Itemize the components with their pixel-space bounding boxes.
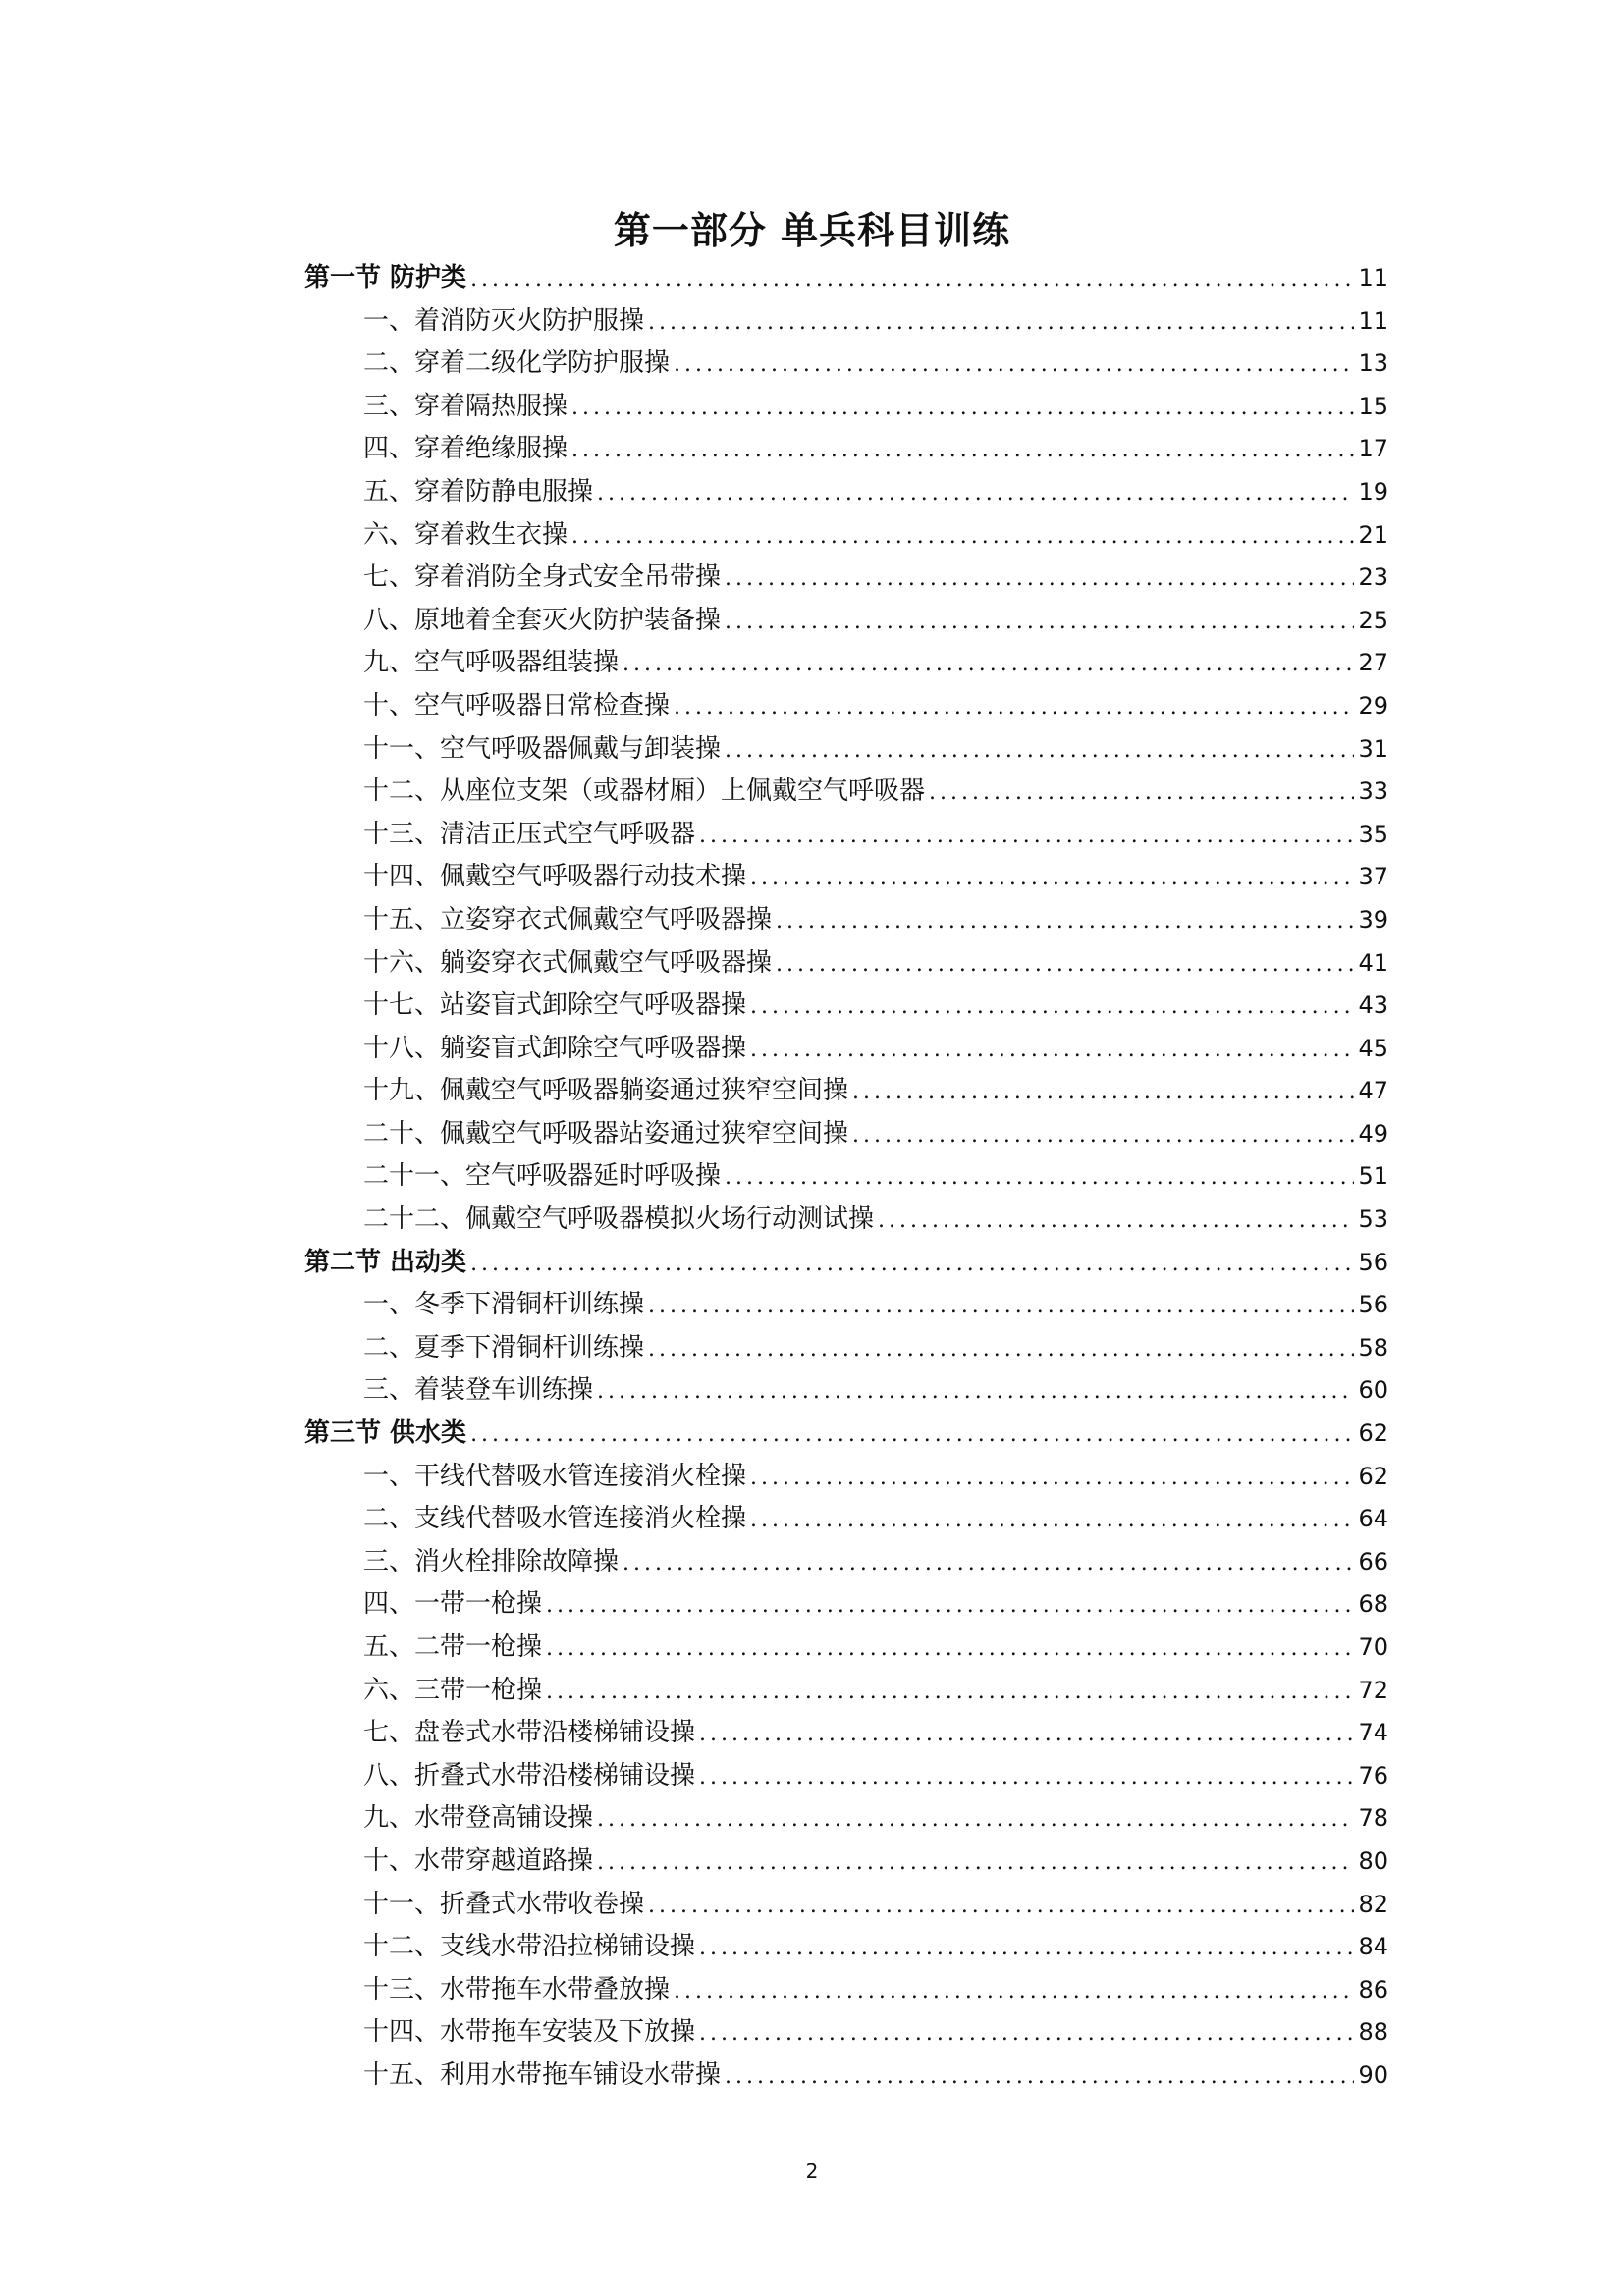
toc-entry-page-number: 62 [1358, 1419, 1388, 1448]
toc-item-entry[interactable] [304, 856, 1388, 899]
toc-section-entry[interactable] [304, 1242, 1388, 1285]
toc-entry-label: 十九、佩戴空气呼吸器躺姿通过狭窄空间操 [363, 1076, 849, 1106]
toc-item-entry[interactable] [304, 1369, 1388, 1413]
toc-dot-leader [571, 387, 1354, 430]
toc-entry-label: 十三、清洁正压式空气呼吸器 [363, 819, 696, 849]
toc-entry-label: 十六、躺姿穿衣式佩戴空气呼吸器操 [363, 947, 773, 978]
toc-dot-leader [597, 1798, 1354, 1842]
toc-item-entry[interactable] [304, 1155, 1388, 1199]
toc-entry-label: 八、折叠式水带沿楼梯铺设操 [363, 1760, 696, 1790]
toc-entry-page-number: 70 [1358, 1633, 1388, 1661]
toc-item-entry[interactable] [304, 1755, 1388, 1798]
toc-entry-label: 十、空气呼吸器日常检查操 [363, 690, 671, 721]
toc-item-entry[interactable] [304, 1712, 1388, 1755]
toc-entry-page-number: 37 [1358, 863, 1388, 891]
toc-item-entry[interactable] [304, 1456, 1388, 1499]
toc-entry-page-number: 60 [1358, 1376, 1388, 1405]
toc-dot-leader [699, 815, 1354, 858]
toc-dot-leader [725, 1156, 1354, 1200]
toc-item-entry[interactable] [304, 642, 1388, 685]
toc-entry-page-number: 41 [1358, 948, 1388, 977]
toc-entry-page-number: 78 [1358, 1804, 1388, 1833]
toc-entry-label: 九、水带登高铺设操 [363, 1803, 594, 1834]
toc-dot-leader [725, 601, 1354, 644]
toc-item-entry[interactable] [304, 1670, 1388, 1713]
toc-dot-leader [750, 1499, 1354, 1542]
toc-dot-leader [470, 1414, 1354, 1457]
toc-item-entry[interactable] [304, 1583, 1388, 1627]
toc-dot-leader [699, 1713, 1354, 1756]
toc-item-entry[interactable] [304, 1926, 1388, 1969]
toc-item-entry[interactable] [304, 600, 1388, 643]
toc-item-entry[interactable] [304, 685, 1388, 728]
toc-entry-page-number: 90 [1358, 2060, 1388, 2089]
toc-entry-label: 七、穿着消防全身式安全吊带操 [363, 562, 722, 593]
toc-entry-label: 第二节 出动类 [304, 1247, 467, 1277]
toc-entry-label: 十四、佩戴空气呼吸器行动技术操 [363, 862, 747, 892]
toc-entry-page-number: 86 [1358, 1975, 1388, 2003]
toc-entry-page-number: 29 [1358, 691, 1388, 720]
toc-dot-leader [878, 1200, 1354, 1243]
toc-entry-page-number: 11 [1358, 306, 1388, 335]
toc-entry-page-number: 21 [1358, 520, 1388, 549]
toc-dot-leader [750, 857, 1354, 900]
toc-entry-label: 四、穿着绝缘服操 [363, 434, 568, 464]
toc-dot-leader [750, 986, 1354, 1029]
toc-entry-label: 三、着装登车训练操 [363, 1375, 594, 1406]
toc-entry-label: 二十二、佩戴空气呼吸器模拟火场行动测试操 [363, 1204, 875, 1235]
toc-entry-page-number: 43 [1358, 991, 1388, 1020]
toc-section-entry[interactable] [304, 1413, 1388, 1456]
toc-item-entry[interactable] [304, 1841, 1388, 1884]
toc-dot-leader [725, 558, 1354, 601]
toc-entry-page-number: 80 [1358, 1846, 1388, 1875]
toc-dot-leader [674, 1970, 1354, 2013]
toc-section-entry[interactable] [304, 257, 1388, 300]
toc-entry-page-number: 27 [1358, 649, 1388, 677]
toc-item-entry[interactable] [304, 428, 1388, 471]
toc-dot-leader [929, 772, 1354, 815]
toc-item-entry[interactable] [304, 1327, 1388, 1370]
toc-entry-label: 六、穿着救生衣操 [363, 519, 568, 550]
toc-entry-page-number: 74 [1358, 1719, 1388, 1747]
toc-entry-label: 十一、空气呼吸器佩戴与卸装操 [363, 733, 722, 764]
toc-entry-label: 十七、站姿盲式卸除空气呼吸器操 [363, 990, 747, 1021]
toc-entry-label: 十五、立姿穿衣式佩戴空气呼吸器操 [363, 904, 773, 934]
toc-item-entry[interactable] [304, 300, 1388, 344]
toc-entry-page-number: 15 [1358, 392, 1388, 420]
toc-dot-leader [852, 1071, 1354, 1114]
toc-item-entry[interactable] [304, 1113, 1388, 1156]
toc-item-entry[interactable] [304, 771, 1388, 814]
toc-entry-page-number: 72 [1358, 1676, 1388, 1704]
toc-dot-leader [648, 1328, 1354, 1371]
toc-item-entry[interactable] [304, 1070, 1388, 1113]
toc-entry-page-number: 53 [1358, 1205, 1388, 1234]
toc-entry-page-number: 35 [1358, 820, 1388, 848]
toc-item-entry[interactable] [304, 728, 1388, 772]
toc-entry-page-number: 11 [1358, 264, 1388, 292]
toc-entry-label: 六、三带一枪操 [363, 1675, 543, 1705]
toc-entry-label: 十、水带穿越道路操 [363, 1845, 594, 1876]
toc-entry-page-number: 13 [1358, 349, 1388, 378]
toc-item-entry[interactable] [304, 899, 1388, 942]
toc-dot-leader [597, 1842, 1354, 1885]
toc-entry-page-number: 39 [1358, 905, 1388, 934]
toc-dot-leader [674, 686, 1354, 729]
toc-dot-leader [470, 1243, 1354, 1286]
toc-dot-leader [648, 301, 1354, 345]
toc-entry-label: 十三、水带拖车水带叠放操 [363, 1974, 671, 2004]
toc-entry-label: 十五、利用水带拖车铺设水带操 [363, 2059, 722, 2090]
toc-item-entry[interactable] [304, 343, 1388, 386]
toc-entry-label: 二、穿着二级化学防护服操 [363, 348, 671, 379]
toc-entry-page-number: 45 [1358, 1034, 1388, 1062]
toc-dot-leader [546, 1584, 1354, 1628]
toc-entry-label: 一、干线代替吸水管连接消火栓操 [363, 1461, 747, 1491]
toc-entry-page-number: 76 [1358, 1761, 1388, 1789]
toc-entry-label: 三、消火栓排除故障操 [363, 1546, 620, 1576]
toc-dot-leader [725, 729, 1354, 773]
toc-entry-page-number: 82 [1358, 1890, 1388, 1918]
toc-item-entry[interactable] [304, 386, 1388, 429]
toc-entry-page-number: 62 [1358, 1462, 1388, 1490]
toc-dot-leader [750, 1029, 1354, 1072]
toc-entry-page-number: 49 [1358, 1119, 1388, 1148]
toc-item-entry[interactable] [304, 1627, 1388, 1670]
toc-entry-label: 二、支线代替吸水管连接消火栓操 [363, 1504, 747, 1534]
toc-entry-page-number: 68 [1358, 1590, 1388, 1619]
toc-item-entry[interactable] [304, 1541, 1388, 1584]
toc-dot-leader [597, 472, 1354, 515]
toc-entry-page-number: 17 [1358, 435, 1388, 463]
toc-entry-label: 五、二带一枪操 [363, 1632, 543, 1662]
toc-item-entry[interactable] [304, 1284, 1388, 1327]
toc-entry-label: 第三节 供水类 [304, 1418, 467, 1449]
toc-entry-label: 五、穿着防静电服操 [363, 476, 594, 507]
toc-item-entry[interactable] [304, 2011, 1388, 2055]
toc-item-entry[interactable] [304, 1969, 1388, 2012]
toc-dot-leader [648, 1285, 1354, 1328]
toc-item-entry[interactable] [304, 1498, 1388, 1541]
toc-entry-page-number: 23 [1358, 563, 1388, 592]
toc-entry-label: 十八、躺姿盲式卸除空气呼吸器操 [363, 1033, 747, 1063]
toc-entry-label: 二、夏季下滑铜杆训练操 [363, 1332, 645, 1362]
toc-dot-leader [546, 1628, 1354, 1671]
toc-item-entry[interactable] [304, 942, 1388, 986]
toc-entry-page-number: 88 [1358, 2018, 1388, 2047]
toc-entry-page-number: 64 [1358, 1505, 1388, 1533]
toc-dot-leader [648, 1885, 1354, 1928]
toc-entry-label: 八、原地着全套灭火防护装备操 [363, 605, 722, 635]
toc-entry-label: 十一、折叠式水带收卷操 [363, 1889, 645, 1919]
toc-entry-label: 二十一、空气呼吸器延时呼吸操 [363, 1161, 722, 1192]
page-title: 第一部分 单兵科目训练 [613, 209, 1011, 252]
toc-entry-label: 九、空气呼吸器组装操 [363, 648, 620, 678]
toc-dot-leader [674, 344, 1354, 387]
toc-dot-leader [776, 900, 1354, 943]
toc-item-entry[interactable] [304, 2055, 1388, 2098]
toc-entry-page-number: 33 [1358, 777, 1388, 806]
toc-dot-leader [571, 515, 1354, 559]
toc-item-entry[interactable] [304, 471, 1388, 514]
toc-entry-label: 一、冬季下滑铜杆训练操 [363, 1290, 645, 1320]
toc-dot-leader [571, 429, 1354, 472]
toc-entry-page-number: 47 [1358, 1077, 1388, 1105]
toc-entry-label: 十二、支线水带沿拉梯铺设操 [363, 1932, 696, 1962]
toc-entry-page-number: 66 [1358, 1547, 1388, 1575]
toc-entry-page-number: 31 [1358, 734, 1388, 763]
toc-entry-page-number: 51 [1358, 1162, 1388, 1191]
toc-entry-label: 四、一带一枪操 [363, 1589, 543, 1620]
toc-dot-leader [623, 643, 1354, 686]
toc-dot-leader [750, 1457, 1354, 1500]
toc-entry-label: 十四、水带拖车安装及下放操 [363, 2017, 696, 2048]
toc-entry-label: 三、穿着隔热服操 [363, 391, 568, 421]
toc-dot-leader [597, 1370, 1354, 1414]
toc-item-entry[interactable] [304, 1028, 1388, 1071]
toc-dot-leader [699, 1756, 1354, 1799]
toc-item-entry[interactable] [304, 1797, 1388, 1841]
toc-entry-page-number: 84 [1358, 1933, 1388, 1961]
toc-dot-leader [699, 2012, 1354, 2056]
toc-entry-page-number: 56 [1358, 1248, 1388, 1276]
toc-entry-label: 二十、佩戴空气呼吸器站姿通过狭窄空间操 [363, 1118, 849, 1148]
toc-dot-leader [546, 1671, 1354, 1714]
toc-item-entry[interactable] [304, 514, 1388, 558]
toc-entry-page-number: 25 [1358, 606, 1388, 634]
toc-item-entry[interactable] [304, 557, 1388, 600]
toc-item-entry[interactable] [304, 814, 1388, 857]
toc-entry-label: 一、着消防灭火防护服操 [363, 305, 645, 336]
toc-dot-leader [852, 1114, 1354, 1157]
toc-dot-leader [776, 943, 1354, 987]
toc-item-entry[interactable] [304, 1884, 1388, 1927]
toc-entry-page-number: 19 [1358, 477, 1388, 506]
page-number: 2 [805, 2160, 819, 2183]
toc-entry-page-number: 56 [1358, 1291, 1388, 1319]
table-of-contents [304, 257, 1388, 2098]
toc-dot-leader [725, 2056, 1354, 2099]
toc-item-entry[interactable] [304, 985, 1388, 1028]
toc-entry-page-number: 58 [1358, 1333, 1388, 1362]
toc-item-entry[interactable] [304, 1199, 1388, 1242]
toc-entry-label: 十二、从座位支架（或器材厢）上佩戴空气呼吸器 [363, 776, 926, 807]
toc-entry-label: 七、盘卷式水带沿楼梯铺设操 [363, 1718, 696, 1748]
toc-dot-leader [699, 1927, 1354, 1970]
toc-dot-leader [470, 258, 1354, 301]
toc-dot-leader [623, 1542, 1354, 1585]
toc-entry-label: 第一节 防护类 [304, 263, 467, 293]
